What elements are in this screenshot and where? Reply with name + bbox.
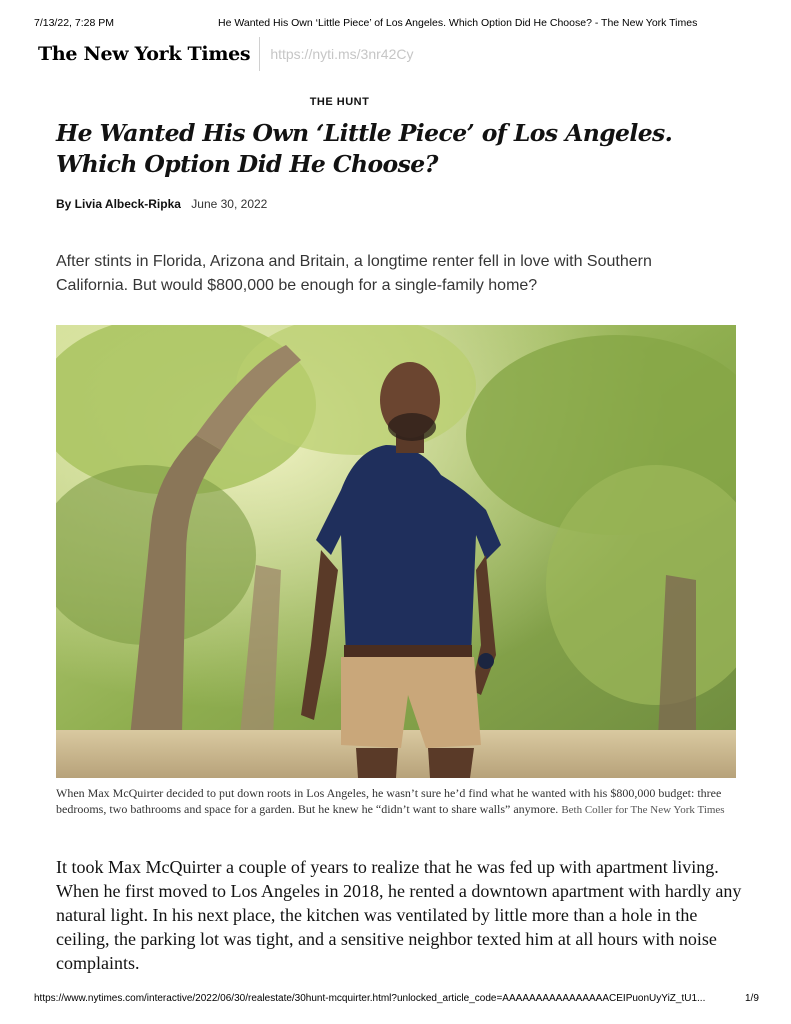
article-body-paragraph: It took Max McQuirter a couple of years to realize that he was fed up with apartment living. When he first moved to Los Angeles in 2018, he rented a downtown apartment with hardly any natural light. In his next place, the kitchen was ventilated by little more than a hole in the ceiling, the parking lot was tight, and a sensitive neighbor texted him at all hours with noise complaints. (56, 857, 742, 973)
article-summary: After stints in Florida, Arizona and Britain, a longtime renter fell in love with Southern California. But would $800,000 be enough for a single-family home? (56, 253, 652, 294)
masthead (38, 36, 413, 72)
short-url-link[interactable]: https://nyti.ms/3nr42Cy (270, 46, 414, 62)
footer-url: https://www.nytimes.com/interactive/2022/06/30/realestate/30hunt-mcquirter.html?unlocked_article_code=AAAAAAAAAAAAAAAACEIPuonUyYiZ_tU1... (34, 993, 706, 1004)
nyt-logo[interactable]: The New York Times (38, 43, 251, 65)
print-header (0, 17, 791, 31)
byline (56, 197, 267, 211)
publish-date: June 30, 2022 (191, 197, 268, 211)
section-kicker[interactable]: THE HUNT (309, 96, 370, 108)
photo-credit: Beth Coller for The New York Times (561, 804, 725, 816)
print-footer (0, 993, 791, 1007)
photo-caption (56, 785, 736, 818)
byline-author[interactable]: By Livia Albeck-Ripka (56, 197, 181, 211)
lead-photo-illustration (56, 325, 736, 778)
print-datetime: 7/13/22, 7:28 PM (34, 17, 114, 29)
article-headline: He Wanted His Own ‘Little Piece’ of Los Angeles. Which Option Did He Choose? (56, 119, 673, 178)
print-page-title: He Wanted His Own ‘Little Piece’ of Los Angeles. Which Option Did He Choose? - The New York Times (218, 17, 698, 29)
footer-page-number: 1/9 (745, 993, 759, 1004)
masthead-divider (259, 37, 260, 71)
lead-photo (56, 325, 736, 778)
caption-text: When Max McQuirter decided to put down roots in Los Angeles, he wasn’t sure he’d find what he wanted with his $800,000 budget: three bedrooms, two bathrooms and space for a garden. But he knew he “didn’t want to share walls” anymore. (56, 786, 722, 816)
